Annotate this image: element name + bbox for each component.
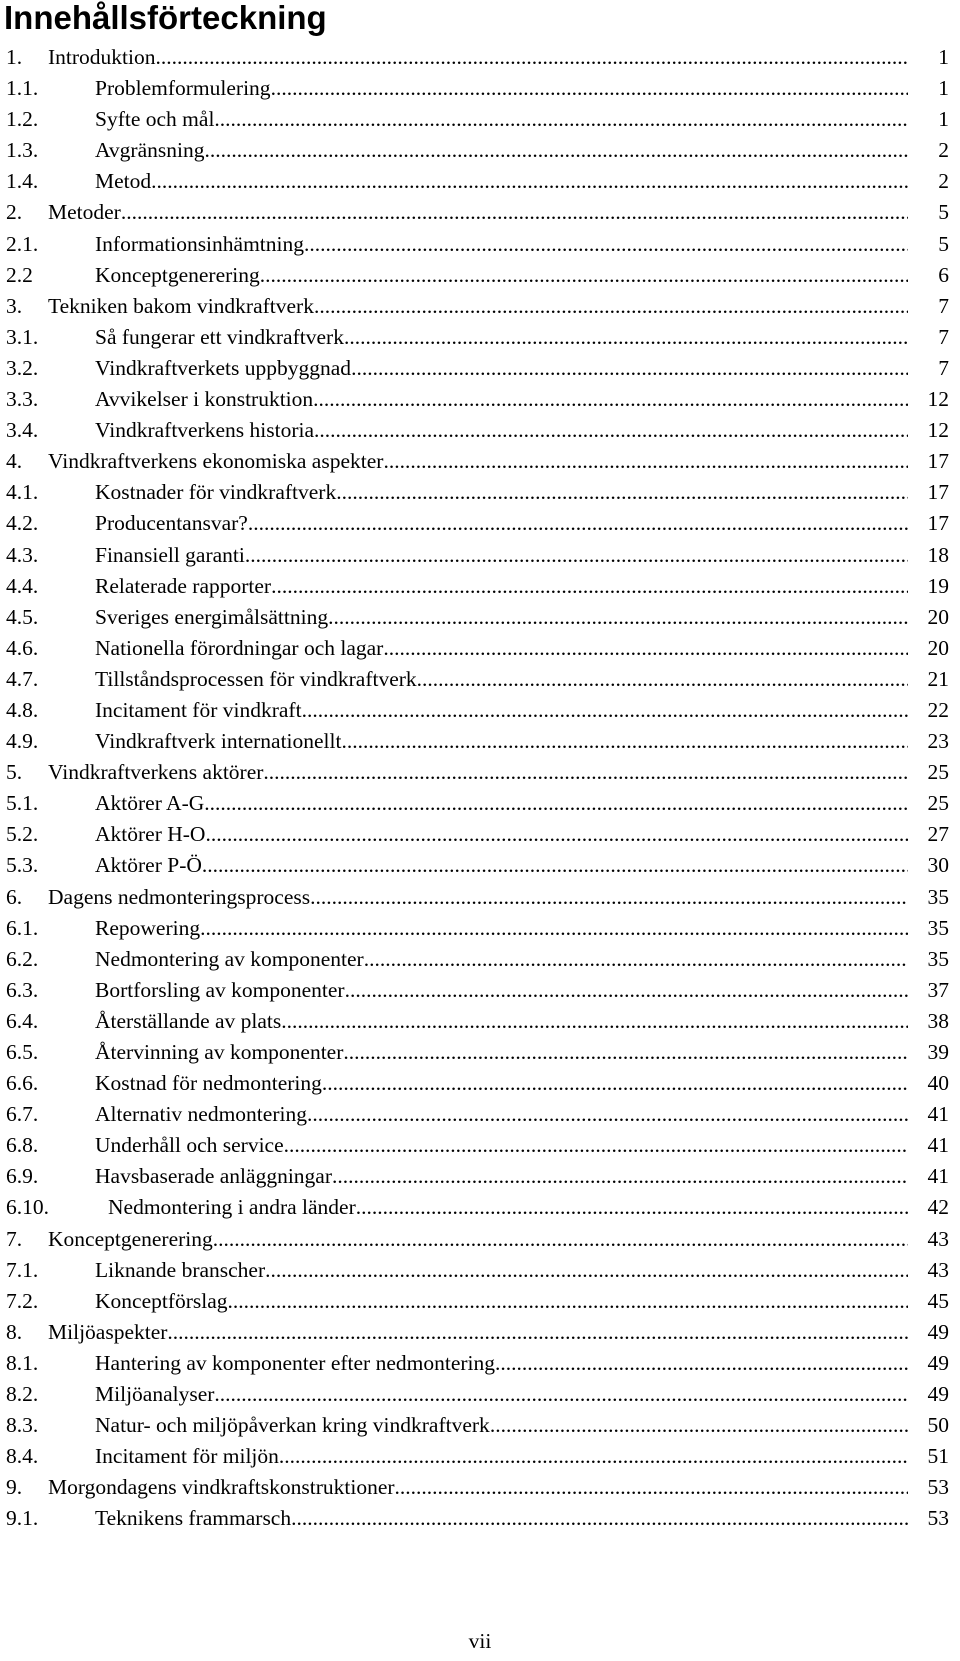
dot-leader [310, 882, 908, 913]
toc-entry[interactable] [0, 260, 960, 291]
dot-leader [383, 446, 908, 477]
toc-entry-page-number: 53 [927, 1475, 949, 1500]
dot-leader [279, 1441, 908, 1472]
dot-leader [383, 633, 908, 664]
toc-entry-title[interactable]: Problemformulering [95, 76, 271, 101]
toc-entry-page-number: 1 [938, 45, 949, 69]
toc-entry-number: 5. [6, 760, 23, 785]
dot-leader [313, 384, 908, 415]
toc-entry-page-number: 35 [927, 946, 949, 971]
toc-entry-page-number: 41 [927, 1133, 949, 1158]
toc-entry-page-number: 21 [927, 666, 949, 691]
toc-entry-title[interactable]: Producentansvar? [95, 511, 248, 536]
toc-entry-number: 8.2. [6, 1382, 39, 1407]
toc-entry-page-number: 49 [927, 1319, 949, 1344]
table-of-contents [0, 42, 960, 1535]
dot-leader [495, 1348, 908, 1379]
dot-leader [202, 850, 908, 881]
toc-entry-page-number: 7 [938, 355, 949, 380]
toc-entry-title[interactable]: Så fungerar ett vindkraftverk [95, 324, 344, 349]
toc-entry-number: 9.1. [6, 1506, 39, 1531]
toc-entry-title[interactable]: Metoder [48, 200, 121, 225]
toc-entry-title[interactable]: Konceptgenerering [48, 1226, 213, 1251]
toc-entry-page-number: 45 [927, 1288, 949, 1313]
toc-entry[interactable] [0, 1037, 960, 1068]
toc-entry-page-number: 39 [927, 1040, 949, 1064]
toc-entry-title[interactable]: Incitament för vindkraft [95, 697, 302, 722]
toc-entry[interactable] [0, 695, 960, 726]
toc-entry-title[interactable]: Miljöanalyser [95, 1382, 215, 1407]
toc-entry[interactable] [0, 135, 960, 166]
dot-leader [356, 1192, 908, 1223]
toc-entry-title[interactable]: Vindkraftverk internationellt [95, 729, 342, 754]
dot-leader [200, 913, 908, 944]
toc-entry-title[interactable]: Repowering [95, 915, 201, 940]
toc-entry-title[interactable]: Dagens nedmonteringsprocess [48, 884, 311, 909]
toc-entry-title[interactable]: Vindkraftverkets uppbyggnad [95, 355, 352, 380]
dot-leader [351, 353, 908, 384]
toc-entry-page-number: 17 [927, 449, 949, 474]
toc-entry-page-number: 25 [927, 791, 949, 816]
toc-entry-title[interactable]: Incitament för miljön [95, 1444, 279, 1469]
toc-entry-number: 8. [6, 1319, 23, 1344]
toc-entry-number: 4.5. [6, 604, 39, 629]
toc-entry-title[interactable]: Avvikelser i konstruktion [95, 387, 314, 412]
dot-leader [245, 540, 908, 571]
toc-entry-title[interactable]: Introduktion [48, 45, 156, 69]
toc-entry[interactable] [0, 197, 960, 228]
dot-leader [204, 135, 908, 166]
dot-leader [121, 197, 908, 228]
toc-entry-number: 3.2. [6, 355, 39, 380]
toc-entry[interactable] [0, 353, 960, 384]
toc-entry-title[interactable]: Tillståndsprocessen för vindkraftverk [95, 666, 417, 691]
toc-entry-number: 6.3. [6, 977, 39, 1002]
toc-entry-title[interactable]: Morgondagens vindkraftskonstruktioner [48, 1475, 395, 1500]
toc-entry-title[interactable]: Aktörer P-Ö [95, 853, 202, 878]
toc-entry-number: 7.2. [6, 1288, 39, 1313]
toc-entry-number: 4.8. [6, 697, 39, 722]
toc-entry-title[interactable]: Metod [95, 169, 152, 194]
toc-entry-number: 6. [6, 884, 23, 909]
toc-entry-page-number: 7 [938, 293, 949, 318]
toc-entry-title[interactable]: Återställande av plats [95, 1008, 282, 1033]
toc-entry[interactable] [0, 664, 960, 695]
dot-leader [314, 415, 908, 446]
toc-entry-page-number: 35 [927, 884, 949, 909]
dot-leader [205, 819, 908, 850]
toc-entry-page-number: 12 [927, 418, 949, 443]
toc-entry-number: 9. [6, 1475, 23, 1500]
toc-entry[interactable] [0, 477, 960, 508]
toc-entry-number: 3. [6, 293, 23, 318]
toc-entry[interactable] [0, 1130, 960, 1161]
toc-entry-page-number: 37 [927, 977, 949, 1002]
toc-entry-page-number: 19 [927, 573, 949, 598]
toc-entry[interactable] [0, 1286, 960, 1317]
toc-entry-title[interactable]: Kostnader för vindkraftverk [95, 480, 337, 505]
toc-entry-page-number: 50 [927, 1413, 949, 1438]
toc-entry-number: 4.1. [6, 480, 39, 505]
toc-entry-page-number: 23 [927, 729, 949, 754]
dot-leader [271, 73, 908, 104]
toc-entry-page-number: 41 [927, 1102, 949, 1127]
toc-entry-number: 3.1. [6, 324, 39, 349]
toc-entry-title[interactable]: Alternativ nedmontering [95, 1102, 307, 1127]
toc-entry-number: 7.1. [6, 1257, 39, 1282]
dot-leader [260, 260, 908, 291]
dot-leader [271, 571, 908, 602]
toc-entry-title[interactable]: Nationella förordningar och lagar [95, 635, 384, 660]
toc-entry[interactable] [0, 73, 960, 104]
toc-entry-page-number: 41 [927, 1164, 949, 1189]
toc-entry-page-number: 49 [927, 1382, 949, 1407]
toc-entry[interactable] [0, 726, 960, 757]
toc-entry[interactable] [0, 1224, 960, 1255]
toc-entry-number: 6.7. [6, 1102, 39, 1127]
toc-entry-title[interactable]: Informationsinhämtning [95, 231, 304, 256]
toc-entry-number: 3.3. [6, 387, 39, 412]
toc-entry[interactable] [0, 166, 960, 197]
toc-entry-title[interactable]: Avgränsning [95, 138, 205, 163]
toc-entry-title[interactable]: Bortforsling av komponenter [95, 977, 345, 1002]
toc-entry-number: 6.6. [6, 1071, 39, 1096]
dot-leader [341, 726, 908, 757]
toc-entry[interactable] [0, 757, 960, 788]
toc-entry-number: 4.6. [6, 635, 39, 660]
dot-leader [344, 322, 908, 353]
toc-entry-number: 4.2. [6, 511, 39, 536]
toc-entry-page-number: 5 [938, 231, 949, 256]
toc-entry-number: 5.1. [6, 791, 39, 816]
toc-entry[interactable] [0, 508, 960, 539]
toc-entry[interactable] [0, 1472, 960, 1503]
toc-entry-number: 8.4. [6, 1444, 39, 1469]
toc-entry[interactable] [0, 42, 960, 73]
dot-leader [167, 1317, 908, 1348]
toc-entry-title[interactable]: Sveriges energimålsättning [95, 604, 329, 629]
dot-leader [314, 291, 908, 322]
toc-entry[interactable] [0, 571, 960, 602]
toc-entry[interactable] [0, 104, 960, 135]
dot-leader [263, 757, 908, 788]
toc-entry-number: 1. [6, 45, 23, 69]
toc-entry[interactable] [0, 944, 960, 975]
toc-entry-page-number: 20 [927, 635, 949, 660]
toc-entry-number: 2.2 [6, 262, 33, 287]
dot-leader [204, 788, 908, 819]
toc-entry[interactable] [0, 322, 960, 353]
toc-entry-number: 5.3. [6, 853, 39, 878]
toc-entry[interactable] [0, 446, 960, 477]
toc-entry-title[interactable]: Tekniken bakom vindkraftverk [48, 293, 314, 318]
dot-leader [151, 166, 908, 197]
toc-entry[interactable] [0, 602, 960, 633]
toc-entry[interactable] [0, 819, 960, 850]
toc-entry-title[interactable]: Teknikens frammarsch [95, 1506, 292, 1531]
dot-leader [281, 1006, 908, 1037]
toc-entry-number: 4.9. [6, 729, 39, 754]
toc-entry-number: 1.2. [6, 107, 39, 132]
toc-entry-page-number: 25 [927, 760, 949, 785]
toc-entry-page-number: 51 [927, 1444, 949, 1469]
dot-leader [345, 975, 908, 1006]
toc-entry-title[interactable]: Aktörer A-G [95, 791, 205, 816]
toc-entry-title[interactable]: Relaterade rapporter [95, 573, 272, 598]
toc-entry[interactable] [0, 975, 960, 1006]
toc-entry[interactable] [0, 788, 960, 819]
dot-leader [343, 1037, 908, 1068]
toc-entry-page-number: 7 [938, 324, 949, 349]
toc-entry-page-number: 17 [927, 511, 949, 536]
toc-entry-title[interactable]: Syfte och mål [95, 107, 215, 132]
toc-entry[interactable] [0, 1099, 960, 1130]
toc-entry[interactable] [0, 1317, 960, 1348]
dot-leader [395, 1472, 908, 1503]
toc-entry[interactable] [0, 1441, 960, 1472]
toc-entry-number: 6.1. [6, 915, 39, 940]
toc-entry-title[interactable]: Vindkraftverkens historia [95, 418, 315, 443]
toc-entry[interactable] [0, 1348, 960, 1379]
dot-leader [156, 42, 909, 73]
toc-entry-page-number: 2 [938, 169, 949, 194]
toc-entry-page-number: 35 [927, 915, 949, 940]
toc-entry[interactable] [0, 1503, 960, 1534]
toc-entry-number: 1.4. [6, 169, 39, 194]
dot-leader [336, 477, 908, 508]
dot-leader [214, 104, 908, 135]
toc-entry[interactable] [0, 415, 960, 446]
dot-leader [291, 1503, 908, 1534]
toc-entry-title[interactable]: Vindkraftverkens aktörer [48, 760, 264, 785]
toc-entry[interactable] [0, 1006, 960, 1037]
toc-entry[interactable] [0, 540, 960, 571]
dot-leader [328, 602, 908, 633]
page-number-footer: vii [468, 1629, 492, 1653]
toc-entry[interactable] [0, 291, 960, 322]
toc-entry-page-number: 1 [938, 107, 949, 132]
toc-entry-page-number: 2 [938, 138, 949, 163]
toc-entry-number: 5.2. [6, 822, 39, 847]
toc-entry-title[interactable]: Konceptgenerering [95, 262, 260, 287]
toc-entry-page-number: 40 [927, 1071, 949, 1096]
dot-leader [213, 1224, 908, 1255]
toc-entry[interactable] [0, 1410, 960, 1441]
toc-entry-page-number: 42 [927, 1195, 949, 1220]
toc-entry-title[interactable]: Återvinning av komponenter [95, 1040, 344, 1064]
toc-entry-page-number: 17 [927, 480, 949, 505]
toc-entry-page-number: 12 [927, 387, 949, 412]
dot-leader [265, 1255, 908, 1286]
toc-entry-number: 6.2. [6, 946, 39, 971]
toc-entry-number: 4. [6, 449, 23, 474]
toc-entry-title[interactable]: Underhåll och service [95, 1133, 284, 1158]
toc-entry-number: 6.8. [6, 1133, 39, 1158]
dot-leader [248, 508, 908, 539]
toc-entry-number: 3.4. [6, 418, 39, 443]
toc-entry-number: 2.1. [6, 231, 39, 256]
toc-entry[interactable] [0, 850, 960, 881]
dot-leader [228, 1286, 908, 1317]
toc-entry-page-number: 43 [927, 1257, 949, 1282]
page-title: Innehållsförteckning [4, 0, 327, 36]
dot-leader [332, 1161, 908, 1192]
dot-leader [304, 229, 908, 260]
toc-entry-title[interactable]: Hantering av komponenter efter nedmontering [95, 1350, 495, 1375]
dot-leader [284, 1130, 908, 1161]
toc-entry-page-number: 22 [927, 697, 949, 722]
toc-entry-number: 1.1. [6, 76, 39, 101]
toc-entry-page-number: 1 [938, 76, 949, 101]
toc-entry[interactable] [0, 384, 960, 415]
toc-entry[interactable] [0, 882, 960, 913]
toc-entry[interactable] [0, 229, 960, 260]
toc-entry-page-number: 38 [927, 1008, 949, 1033]
toc-entry[interactable] [0, 1161, 960, 1192]
dot-leader [417, 664, 908, 695]
toc-entry-title[interactable]: Liknande branscher [95, 1257, 266, 1282]
toc-entry-page-number: 27 [927, 822, 949, 847]
toc-entry-page-number: 53 [927, 1506, 949, 1531]
toc-entry-page-number: 30 [927, 853, 949, 878]
toc-entry-title[interactable]: Nedmontering i andra länder [108, 1195, 356, 1220]
toc-entry-title[interactable]: Konceptförslag [95, 1288, 228, 1313]
toc-entry[interactable] [0, 1068, 960, 1099]
toc-entry-page-number: 49 [927, 1350, 949, 1375]
toc-entry[interactable] [0, 1255, 960, 1286]
toc-entry-number: 1.3. [6, 138, 39, 163]
toc-entry[interactable] [0, 913, 960, 944]
toc-entry-number: 4.3. [6, 542, 39, 567]
toc-entry-number: 6.10. [6, 1195, 49, 1220]
toc-entry-page-number: 18 [927, 542, 949, 567]
toc-entry-number: 8.1. [6, 1350, 39, 1375]
toc-entry[interactable] [0, 1192, 960, 1223]
toc-entry-page-number: 43 [927, 1226, 949, 1251]
toc-entry-number: 2. [6, 200, 23, 225]
dot-leader [302, 695, 908, 726]
toc-entry-title[interactable]: Miljöaspekter [48, 1319, 168, 1344]
toc-entry-number: 6.4. [6, 1008, 39, 1033]
dot-leader [322, 1068, 908, 1099]
toc-entry-number: 4.7. [6, 666, 39, 691]
toc-entry-title[interactable]: Finansiell garanti [95, 542, 245, 567]
toc-entry-title[interactable]: Aktörer H-O [95, 822, 206, 847]
toc-entry-title[interactable]: Havsbaserade anläggningar [95, 1164, 332, 1189]
toc-entry-title[interactable]: Kostnad för nedmontering [95, 1071, 322, 1096]
toc-entry-number: 8.3. [6, 1413, 39, 1438]
toc-entry-number: 7. [6, 1226, 23, 1251]
toc-entry-number: 6.5. [6, 1040, 39, 1064]
toc-entry-title[interactable]: Natur- och miljöpåverkan kring vindkraftverk [95, 1413, 490, 1438]
toc-entry-page-number: 20 [927, 604, 949, 629]
toc-entry-title[interactable]: Vindkraftverkens ekonomiska aspekter [48, 449, 384, 474]
dot-leader [307, 1099, 908, 1130]
toc-entry-number: 4.4. [6, 573, 39, 598]
toc-entry[interactable] [0, 1379, 960, 1410]
toc-entry-page-number: 5 [938, 200, 949, 225]
dot-leader [214, 1379, 908, 1410]
toc-entry[interactable] [0, 633, 960, 664]
toc-entry-title[interactable]: Nedmontering av komponenter [95, 946, 364, 971]
toc-entry-number: 6.9. [6, 1164, 39, 1189]
toc-entry-page-number: 6 [938, 262, 949, 287]
dot-leader [490, 1410, 908, 1441]
dot-leader [364, 944, 908, 975]
